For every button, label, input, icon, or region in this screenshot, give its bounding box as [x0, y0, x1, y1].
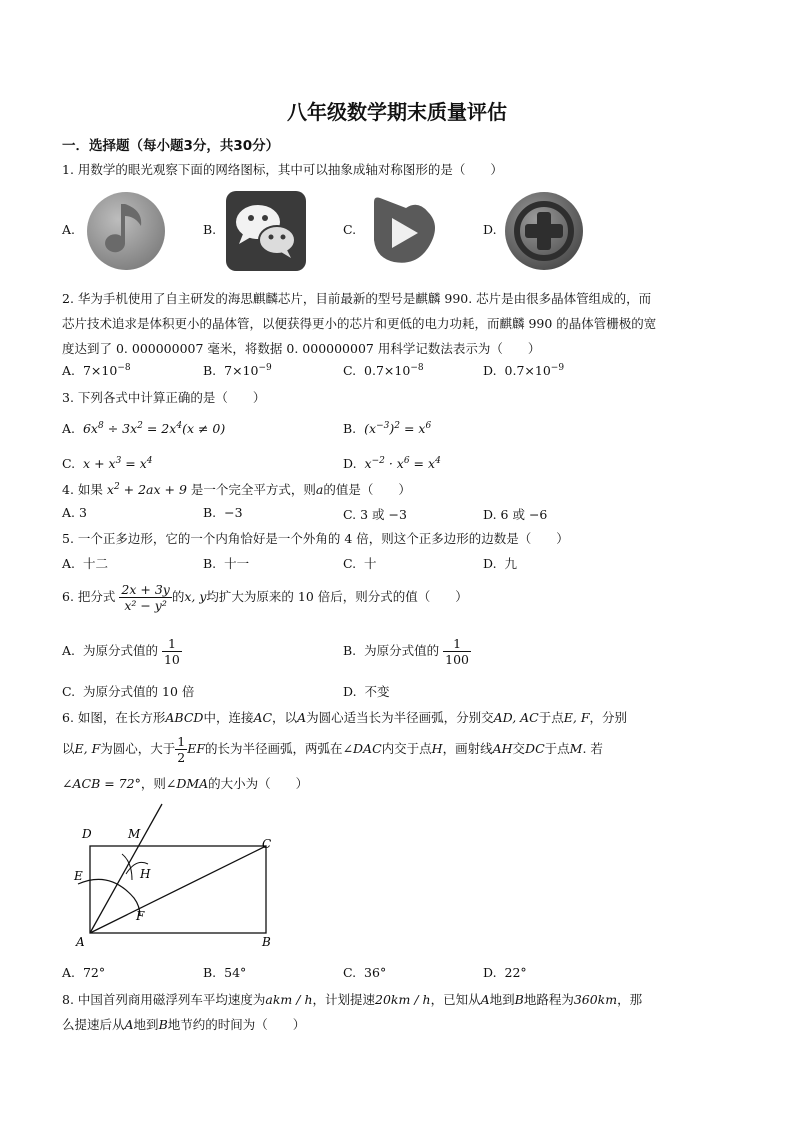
q2-line3: 度达到了 0. 000000007 毫米，将数据 0. 000000007 用科学记数法表示为（ ）: [62, 341, 541, 356]
fig-label-b: B: [262, 935, 271, 949]
q6a-option-a: A. 为原分式值的 $\frac{1}{10}$: [62, 636, 180, 667]
q2-option-a: A. $7\times 10^{-8}$: [62, 363, 131, 379]
fig-label-c: C: [262, 837, 272, 851]
q5-option-a: A. 十二: [62, 556, 108, 571]
q3-option-b: B. $(x^{-3})^2 = x^6$: [343, 421, 432, 437]
q2-line2: 芯片技术追求是体积更小的晶体管，以便获得更小的芯片和更低的电力功耗，而麒麟 990 的晶体管栅极的宽: [62, 316, 657, 331]
q2-option-d: D. $0.7\times 10^{-9}$: [483, 363, 565, 379]
q4-option-d: D. 6 或 −6: [483, 507, 548, 522]
q1-label-d: D.: [483, 222, 497, 237]
q6b-line1: 6. 如图，在长方形ABCD中，连接AC，以A为圆心适当长为半径画弧，分别交AD, AC于点E, F，分别: [62, 710, 628, 725]
q5-stem: 5. 一个正多边形，它的一个内角恰好是一个外角的 4 倍，则这个正多边形的边数是（ ）: [62, 531, 569, 546]
q6a-option-c: C. 为原分式值的 10 倍: [62, 684, 195, 699]
q4-option-c: C. 3 或 −3: [343, 507, 407, 522]
q5-option-d: D. 九: [483, 556, 518, 571]
q8-line2: 么提速后从A地到B地节约的时间为（ ）: [62, 1017, 306, 1032]
q3-stem: 3. 下列各式中计算正确的是（ ）: [62, 390, 266, 405]
q4-option-a: A. 3: [62, 505, 87, 520]
page-title: 八年级数学期末质量评估: [287, 100, 507, 124]
q5-option-c: C. 十: [343, 556, 377, 571]
geometry-figure: [70, 798, 280, 961]
q1-label-c: C.: [343, 222, 357, 237]
q8-line1: 8. 中国首列商用磁浮列车平均速度为akm / h，计划提速20km / h，已知从A地到B地路程为360km，那: [62, 992, 643, 1007]
music-note-icon: [85, 190, 167, 275]
q3-option-d: D. $x^{-2} \cdot x^6 = x^4$: [343, 456, 441, 472]
plus-wheel-icon: [503, 190, 585, 275]
q6b-option-d: D. 22°: [483, 965, 527, 980]
fig-label-m: M: [128, 827, 141, 841]
q1-label-a: A.: [62, 222, 76, 237]
fig-label-d: D: [82, 827, 92, 841]
q6a-option-b: B. 为原分式值的 $\frac{1}{100}$: [343, 636, 469, 667]
play-icon: [366, 192, 446, 275]
q5-option-b: B. 十一: [203, 556, 250, 571]
q3-option-c: C. $x + x^3 = x^4$: [62, 456, 153, 472]
q4-stem: 4. 如果 $x^2 + 2ax + 9$ 是一个完全平方式，则a的值是（ ）: [62, 481, 411, 497]
section-heading: 一．选择题（每小题3分，共30分）: [62, 138, 280, 154]
fig-label-a: A: [76, 935, 85, 949]
q1-label-b: B.: [203, 222, 217, 237]
q6a-fraction: $\frac{2x + 3y}{\text{x² − y²}}$: [121, 582, 170, 613]
wechat-icon: [225, 190, 307, 275]
q1-stem: 1. 用数学的眼光观察下面的网络图标，其中可以抽象成轴对称图形的是（ ）: [62, 162, 503, 177]
q6b-line2: 以E, F为圆心，大于 $\frac{1}{2}$ EF的长为半径画弧，两弧在∠DAC内交于点H，画射线AH交DC于点M. 若: [62, 734, 603, 765]
q6b-option-a: A. 72°: [62, 965, 106, 980]
fig-label-h: H: [140, 867, 151, 881]
fig-label-f: F: [136, 909, 145, 923]
q6b-option-c: C. 36°: [343, 965, 387, 980]
q3-option-a: A. $6x^8 \div 3x^2 = 2x^4(x \ne 0)$: [62, 421, 226, 437]
q6b-line3: ∠ACB = 72°，则∠DMA的大小为（ ）: [62, 776, 309, 791]
q2-option-b: B. $7\times 10^{-9}$: [203, 363, 272, 379]
fig-label-e: E: [74, 869, 83, 883]
q6b-option-b: B. 54°: [203, 965, 247, 980]
q2-line1: 2. 华为手机使用了自主研发的海思麒麟芯片，目前最新的型号是麒麟 990. 芯片是由很多晶体管组成的，而: [62, 291, 652, 306]
q2-option-c: C. $0.7\times 10^{-8}$: [343, 363, 424, 379]
q4-option-b: B. −3: [203, 505, 243, 520]
q6a-option-d: D. 不变: [343, 684, 390, 699]
q6a-stem: 6. 把分式 $\frac{2x + 3y}{\text{x² − y²}}$ 的x, y均扩大为原来的 10 倍后，则分式的值（ ）: [62, 582, 468, 613]
